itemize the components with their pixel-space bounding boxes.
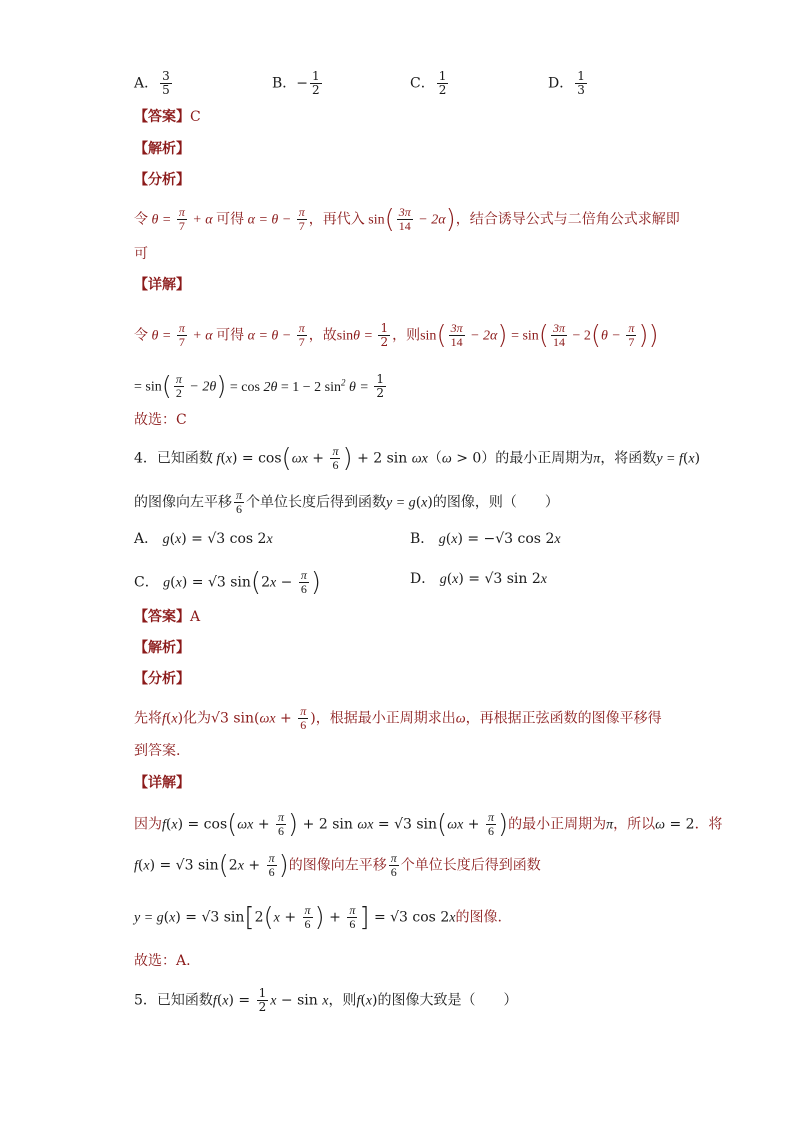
option-label: C． [410,75,435,92]
q3-detail-line-2: = sin( $\frac{\pi}{2}$ − 2θ) = cos 2θ = 1 − 2 $\sin^2 \theta$ = $\frac{1}{2}$ [134,371,384,402]
q3-option-b: B．− $\frac{1}{2}$ [272,69,320,97]
q4-jiexi-heading: 【解析】 [134,640,190,656]
option-label: B． [272,75,297,92]
q4-option-d: D． g(x) = √3 sin 2x [410,571,548,587]
q3-fenxi-heading: 【分析】 [134,172,190,188]
q3-choose: 故选：C [134,412,187,428]
q3-answer: 【答案】C [134,109,201,125]
q4-option-b: B． g(x) = −√3 cos 2x [410,531,561,547]
option-label: A． [134,75,159,92]
q3-jiexi-heading: 【解析】 [134,141,190,157]
q4-option-a: A． g(x) = √3 cos 2x [134,531,273,547]
q4-choose: 故选：A. [134,953,191,969]
q4-detail-line-3: y = g(x) = √3 sin[2(x + $\frac{\pi}{6}$ ) + $\frac{\pi}{6}$ ] = √3 cos 2x的图像. [134,902,502,933]
q3-option-d: D． $\frac{1}{3}$ [548,69,585,97]
q3-fenxi-line: 令 θ = $\frac{\pi}{7}$ + α 可得 α = θ − $\frac{\pi}{7}$ ，再代入 sin( $\frac{3\pi}{14}$ − 2α)，结合诱导公式与二倍角公式求解即 [134,204,680,235]
option-label: D． [548,75,574,92]
q4-fenxi-line-1: 先将f(x)化为√3 sin(ωx + $\frac{\pi}{6}$ )，根据最小正周期求出ω，再根据正弦函数的图像平移得 [134,704,662,732]
q4-stem-line-2: 的图像向左平移 $\frac{\pi}{6}$ 个单位长度后得到函数y = g(x)的图像，则（ ） [134,488,559,516]
q4-option-c: C． g(x) = √3 sin(2x − $\frac{\pi}{6}$ ) [134,567,322,598]
q4-detail-line-2: f(x) = √3 sin(2x + $\frac{\pi}{6}$ )的图像向左平移 $\frac{\pi}{6}$ 个单位长度后得到函数 [134,850,541,881]
q4-detail-line-1: 因为f(x) = cos(ωx + $\frac{\pi}{6}$ ) + 2 sin ωx = √3 sin(ωx + $\frac{\pi}{6}$ )的最小正周期为π，所以ω = 2．将 [134,809,723,840]
q3-fenxi-line-2: 可 [134,246,148,262]
q4-stem-line-1: 4．已知函数 f(x) = cos(ωx + $\frac{\pi}{6}$ ) + 2 sin ωx（ω > 0）的最小正周期为π，将函数y = f(x) [134,443,701,474]
q4-xiangjie-heading: 【详解】 [134,775,190,791]
q3-option-c: C． $\frac{1}{2}$ [410,69,447,97]
q3-detail-line-1: 令 θ = $\frac{\pi}{7}$ + α 可得 α = θ − $\frac{\pi}{7}$ ，故sinθ = $\frac{1}{2}$ ，则sin( $\frac{3\pi}{14}$ − 2α) = sin( $\frac{3\pi}{14}$ − 2(θ − $\frac{\pi}{7}$ )) [134,320,659,351]
q3-option-a: A． $\frac{3}{5}$ [134,69,170,97]
q4-fenxi-line-2: 到答案. [134,743,181,759]
q3-xiangjie-heading: 【详解】 [134,277,190,293]
q5-stem: 5．已知函数f(x) = $\frac{1}{2}$ x − sin x，则f(x)的图像大致是（ ） [134,986,518,1014]
q4-fenxi-heading: 【分析】 [134,671,190,687]
q4-answer: 【答案】A [134,609,201,625]
